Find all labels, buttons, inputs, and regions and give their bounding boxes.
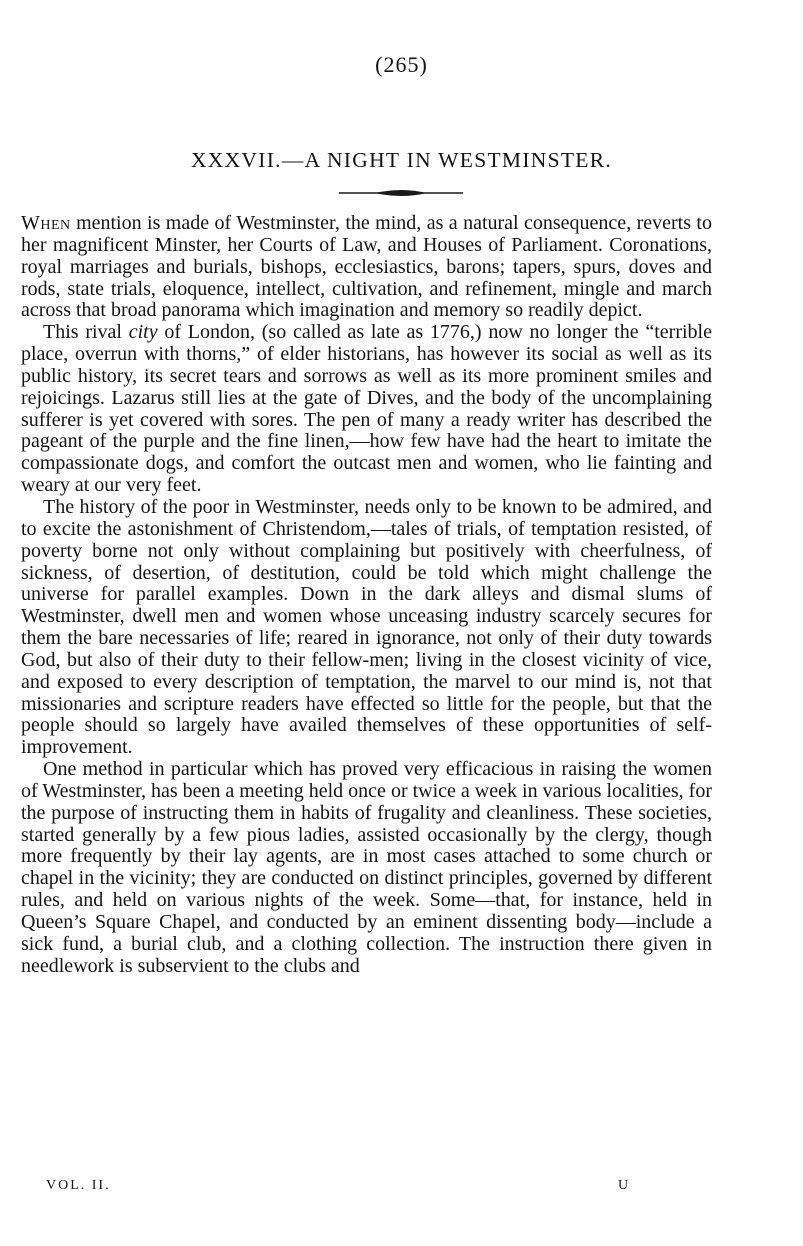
signature-mark: U xyxy=(618,1178,629,1193)
article-body xyxy=(21,213,712,978)
paragraph-3: The history of the poor in Westminster, needs only to be known to be admired, and to excite the astonishment of Christendom,—tales of trials, of temptation resisted, of poverty borne not only without complaining but positively with cheerfulness, of sickness, of desertion, of destitution, could be told which might challenge the universe for parallel examples. Down in the dark alleys and dismal slums of Westminster, dwell men and women whose unceasing industry scarcely secures for them the bare necessaries of life; reared in ignorance, not only of their duty towards God, but also of their duty to their fellow-men; living in the closest vicinity of vice, and exposed to every description of temptation, the marvel to our mind is, not that missionaries and scripture readers have effected so little for the people, but that the people should so largely have availed themselves of these opportunities of self-improvement. xyxy=(21,495,712,759)
paragraph-1-text: mention is made of Westminster, the mind, as a natural consequence, reverts to her magnificent Minster, her Courts of Law, and Houses of Parliament. Coronations, royal marriages and burials, bishops, ecclesiastics, barons; tapers, spurs, doves and rods, state trials, eloquence, intellect, cultivation, and refinement, mingle and march across that broad panorama which imagination and memory so readily depict. xyxy=(21,212,712,322)
article-title: XXXVII.—A NIGHT IN WESTMINSTER. xyxy=(190,148,613,172)
volume-marker: VOL. II. xyxy=(46,1178,111,1193)
drop-lead-word: When xyxy=(21,212,71,234)
paragraph-1 xyxy=(21,213,712,322)
page-number: (265) xyxy=(375,52,428,77)
paragraph-2 xyxy=(21,322,712,497)
paragraph-2-text-start: This rival xyxy=(43,321,129,344)
paragraph-2-text-end: of London, (so called as late as 1776,) now no longer the “terrible place, overrun with thorns,” of elder historians, has however its social as well as its public history, its secret tears and sorrows as well as its more prominent smiles and rejoicings. Lazarus still lies at the gate of Dives, and the body of the uncomplaining sufferer is yet covered with sores. The pen of many a ready writer has described the pageant of the purple and the fine linen,—how few have had the heart to imitate the compassionate dogs, and comfort the outcast men and women, who lie fainting and weary at our very feet. xyxy=(21,321,712,497)
paragraph-2-italic: city xyxy=(128,321,158,344)
paragraph-4: One method in particular which has proved very efficacious in raising the women of Westminster, has been a meeting held once or twice a week in various localities, for the purpose of instructing them in habits of frugality and cleanliness. These societies, started generally by a few pious ladies, assisted occasionally by the clergy, though more frequently by their lay agents, are in most cases attached to some church or chapel in the vicinity; they are conducted on distinct principles, governed by different rules, and held on various nights of the week. Some—that, for instance, held in Queen’s Square Chapel, and conducted by an eminent dissenting body—include a sick fund, a burial club, and a clothing collection. The instruction there given in needlework is subservient to the clubs and xyxy=(21,758,712,977)
title-rule-ornament xyxy=(339,186,463,200)
